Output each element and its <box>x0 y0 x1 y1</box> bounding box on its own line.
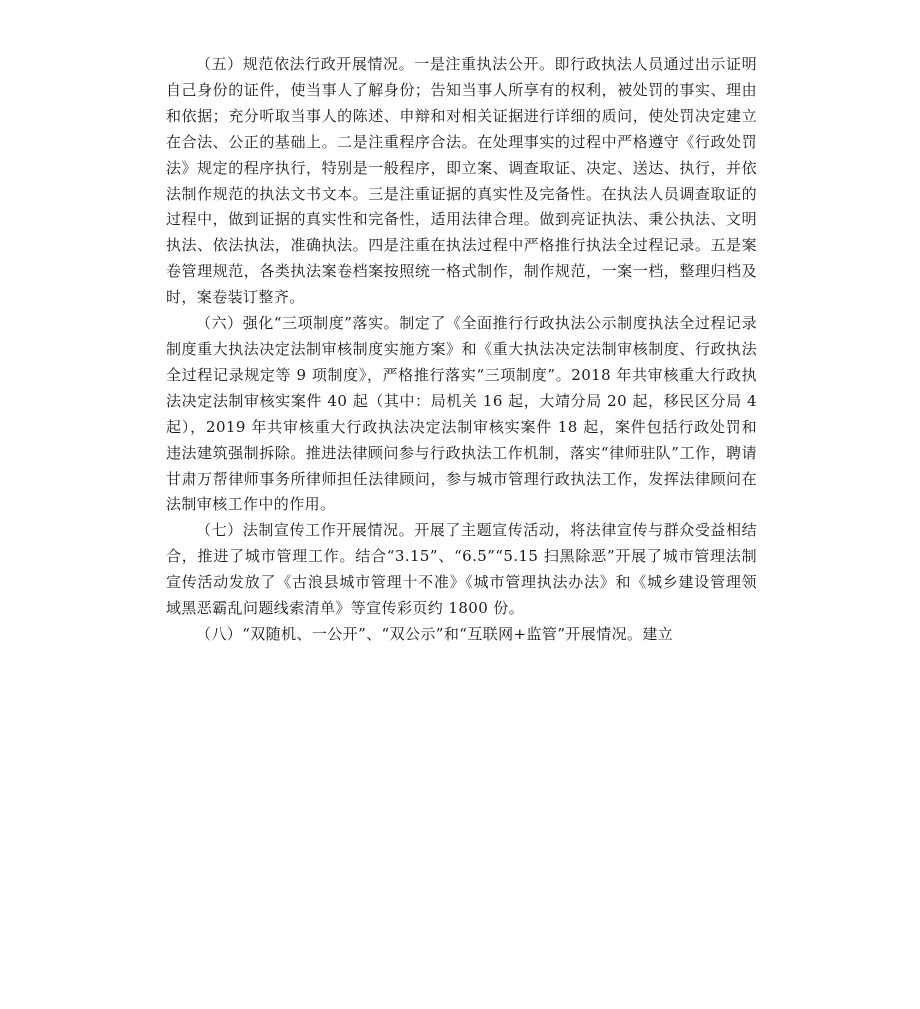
paragraph-section-6: （六）强化“三项制度”落实。制定了《全面推行行政执法公示制度执法全过程记录制度重大执法决定法制审核制度实施方案》和《重大执法决定法制审核制度、行政执法全过程记录规定等 9 项制度》，严格推行落实“三项制度”。2018 年共审核重大行政执法决定法制审核实案件 40 起（其中：局机关 16 起，大靖分局 20 起，移民区分局 4 起），2019 年共审核重大行政执法决定法制审核实案件 18 起，案件包括行政处罚和违法建筑强制拆除。推进法律顾问参与行政执法工作机制，落实“律师驻队”工作，聘请甘肃万帮律师事务所律师担任法律顾问，参与城市管理行政执法工作，发挥法律顾问在法制审核工作中的作用。 <box>166 314 757 514</box>
paragraph-section-7: （七）法制宣传工作开展情况。开展了主题宣传活动，将法律宣传与群众受益相结合，推进了城市管理工作。结合“3.15”、“6.5”“5.15 扫黑除恶”开展了城市管理法制宣传活动发放了《古浪县城市管理十不准》《城市管理执法办法》和《城乡建设管理领域黑恶霸乱问题线索清单》等宣传彩页约 1800 份。 <box>166 521 757 618</box>
paragraph-section-8: （八）“双随机、一公开”、“双公示”和“互联网+监管”开展情况。建立 <box>196 624 674 643</box>
paragraph-section-5: （五）规范依法行政开展情况。一是注重执法公开。即行政执法人员通过出示证明自己身份的证件，使当事人了解身份；告知当事人所享有的权利，被处罚的事实、理由和依据；充分听取当事人的陈述、申辩和对相关证据进行详细的质问，使处罚决定建立在合法、公正的基础上。二是注重程序合法。在处理事实的过程中严格遵守《行政处罚法》规定的程序执行，特别是一般程序，即立案、调查取证、决定、送达、执行，并依法制作规范的执法文书文本。三是注重证据的真实性及完备性。在执法人员调查取证的过程中，做到证据的真实性和完备性，适用法律合理。做到亮证执法、秉公执法、文明执法、依法执法，准确执法。四是注重在执法过程中严格推行执法全过程记录。五是案卷管理规范，各类执法案卷档案按照统一格式制作，制作规范，一案一档，整理归档及时，案卷装订整齐。 <box>166 55 757 307</box>
document-body <box>166 52 757 648</box>
